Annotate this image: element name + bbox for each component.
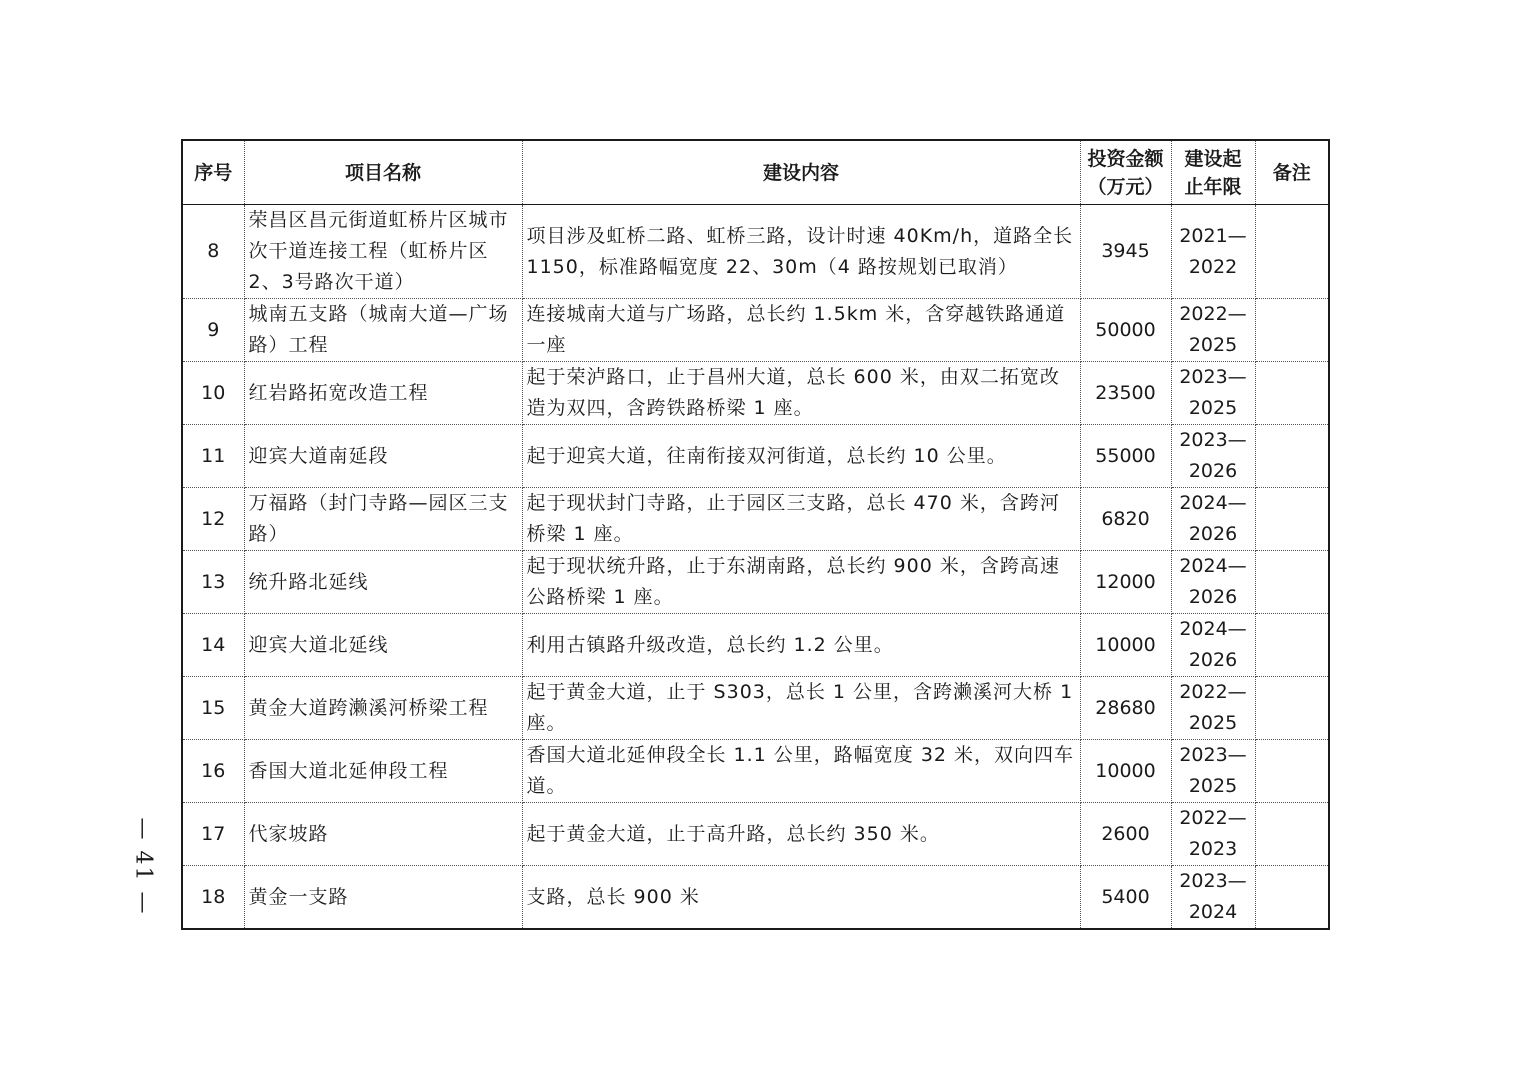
year-end: 2025 (1188, 775, 1238, 797)
year-start: 2023— (1179, 870, 1247, 892)
cell-amount: 5400 (1080, 866, 1171, 930)
project-table (181, 139, 1330, 930)
cell-content: 起于黄金大道，止于高升路，总长约 350 米。 (522, 803, 1080, 866)
year-start: 2024— (1179, 555, 1247, 577)
cell-years (1171, 551, 1255, 614)
year-start: 2022— (1179, 681, 1247, 703)
cell-amount: 10000 (1080, 740, 1171, 803)
cell-years (1171, 740, 1255, 803)
cell-remark (1255, 614, 1329, 677)
year-start: 2022— (1179, 807, 1247, 829)
table-row (182, 488, 1329, 551)
year-end: 2025 (1188, 334, 1238, 356)
table-row (182, 299, 1329, 362)
cell-name: 香国大道北延伸段工程 (244, 740, 522, 803)
header-years-line1: 建设起 (1184, 147, 1242, 170)
cell-no: 10 (182, 362, 244, 425)
year-end: 2022 (1188, 255, 1238, 278)
table-row (182, 425, 1329, 488)
cell-name: 万福路（封门寺路—园区三支路） (244, 488, 522, 551)
cell-content: 起于现状统升路，止于东湖南路，总长约 900 米，含跨高速公路桥梁 1 座。 (522, 551, 1080, 614)
year-end: 2026 (1188, 523, 1238, 545)
cell-remark (1255, 551, 1329, 614)
table-row (182, 614, 1329, 677)
cell-amount: 2600 (1080, 803, 1171, 866)
year-start: 2024— (1179, 492, 1247, 514)
cell-remark (1255, 425, 1329, 488)
cell-content: 起于荣泸路口，止于昌州大道，总长 600 米，由双二拓宽改造为双四，含跨铁路桥梁 1 座。 (522, 362, 1080, 425)
header-remark: 备注 (1255, 140, 1329, 205)
header-years (1171, 140, 1255, 205)
year-end: 2025 (1188, 712, 1238, 734)
table-row (182, 205, 1329, 299)
cell-content: 起于黄金大道，止于 S303，总长 1 公里，含跨濑溪河大桥 1 座。 (522, 677, 1080, 740)
header-amount (1080, 140, 1171, 205)
table-row (182, 803, 1329, 866)
header-years-line2: 止年限 (1184, 175, 1242, 198)
cell-remark (1255, 677, 1329, 740)
year-start: 2022— (1179, 303, 1247, 325)
table-row (182, 677, 1329, 740)
cell-remark (1255, 866, 1329, 930)
cell-years (1171, 803, 1255, 866)
table-row (182, 740, 1329, 803)
cell-no: 13 (182, 551, 244, 614)
table-header-row (182, 140, 1329, 205)
cell-amount: 55000 (1080, 425, 1171, 488)
cell-no: 16 (182, 740, 244, 803)
cell-amount: 50000 (1080, 299, 1171, 362)
cell-no: 9 (182, 299, 244, 362)
cell-no: 14 (182, 614, 244, 677)
cell-no: 12 (182, 488, 244, 551)
year-start: 2023— (1179, 429, 1247, 451)
cell-content: 支路，总长 900 米 (522, 866, 1080, 930)
header-amount-line2: （万元） (1087, 175, 1164, 198)
cell-no: 11 (182, 425, 244, 488)
year-start: 2021— (1179, 224, 1247, 247)
cell-amount: 12000 (1080, 551, 1171, 614)
header-amount-line1: 投资金额 (1087, 147, 1164, 170)
year-end: 2026 (1188, 460, 1238, 482)
cell-no: 15 (182, 677, 244, 740)
cell-name: 黄金大道跨濑溪河桥梁工程 (244, 677, 522, 740)
year-start: 2023— (1179, 366, 1247, 388)
year-start: 2023— (1179, 744, 1247, 766)
cell-remark (1255, 803, 1329, 866)
cell-years (1171, 488, 1255, 551)
cell-name: 代家坡路 (244, 803, 522, 866)
cell-no: 18 (182, 866, 244, 930)
cell-no: 17 (182, 803, 244, 866)
table-row (182, 551, 1329, 614)
year-end: 2026 (1188, 649, 1238, 671)
cell-name: 黄金一支路 (244, 866, 522, 930)
cell-content: 连接城南大道与广场路，总长约 1.5km 米，含穿越铁路通道一座 (522, 299, 1080, 362)
cell-amount: 10000 (1080, 614, 1171, 677)
cell-name: 荣昌区昌元街道虹桥片区城市次干道连接工程（虹桥片区2、3号路次干道） (244, 205, 522, 299)
cell-years (1171, 362, 1255, 425)
cell-content: 起于现状封门寺路，止于园区三支路，总长 470 米，含跨河桥梁 1 座。 (522, 488, 1080, 551)
cell-content: 起于迎宾大道，往南衔接双河街道，总长约 10 公里。 (522, 425, 1080, 488)
year-end: 2024 (1188, 901, 1238, 923)
page-number: — 41 — (130, 817, 156, 915)
cell-years (1171, 866, 1255, 930)
cell-name: 红岩路拓宽改造工程 (244, 362, 522, 425)
cell-amount: 6820 (1080, 488, 1171, 551)
cell-remark (1255, 362, 1329, 425)
cell-name: 迎宾大道南延段 (244, 425, 522, 488)
cell-remark (1255, 740, 1329, 803)
cell-name: 迎宾大道北延线 (244, 614, 522, 677)
table-row (182, 866, 1329, 930)
cell-content: 利用古镇路升级改造，总长约 1.2 公里。 (522, 614, 1080, 677)
year-end: 2023 (1188, 838, 1238, 860)
table-row (182, 362, 1329, 425)
cell-years (1171, 425, 1255, 488)
cell-years (1171, 677, 1255, 740)
cell-years (1171, 205, 1255, 299)
cell-content: 香国大道北延伸段全长 1.1 公里，路幅宽度 32 米，双向四车道。 (522, 740, 1080, 803)
year-end: 2025 (1188, 397, 1238, 419)
cell-amount: 3945 (1080, 205, 1171, 299)
cell-name: 统升路北延线 (244, 551, 522, 614)
cell-years (1171, 299, 1255, 362)
header-content: 建设内容 (522, 140, 1080, 205)
year-start: 2024— (1179, 618, 1247, 640)
cell-content: 项目涉及虹桥二路、虹桥三路，设计时速 40Km/h，道路全长 1150，标准路幅宽度 22、30m（4 路按规划已取消） (522, 205, 1080, 299)
cell-remark (1255, 205, 1329, 299)
cell-amount: 23500 (1080, 362, 1171, 425)
cell-remark (1255, 488, 1329, 551)
header-name: 项目名称 (244, 140, 522, 205)
year-end: 2026 (1188, 586, 1238, 608)
cell-remark (1255, 299, 1329, 362)
header-no: 序号 (182, 140, 244, 205)
cell-amount: 28680 (1080, 677, 1171, 740)
cell-name: 城南五支路（城南大道—广场路）工程 (244, 299, 522, 362)
cell-years (1171, 614, 1255, 677)
cell-no: 8 (182, 205, 244, 299)
